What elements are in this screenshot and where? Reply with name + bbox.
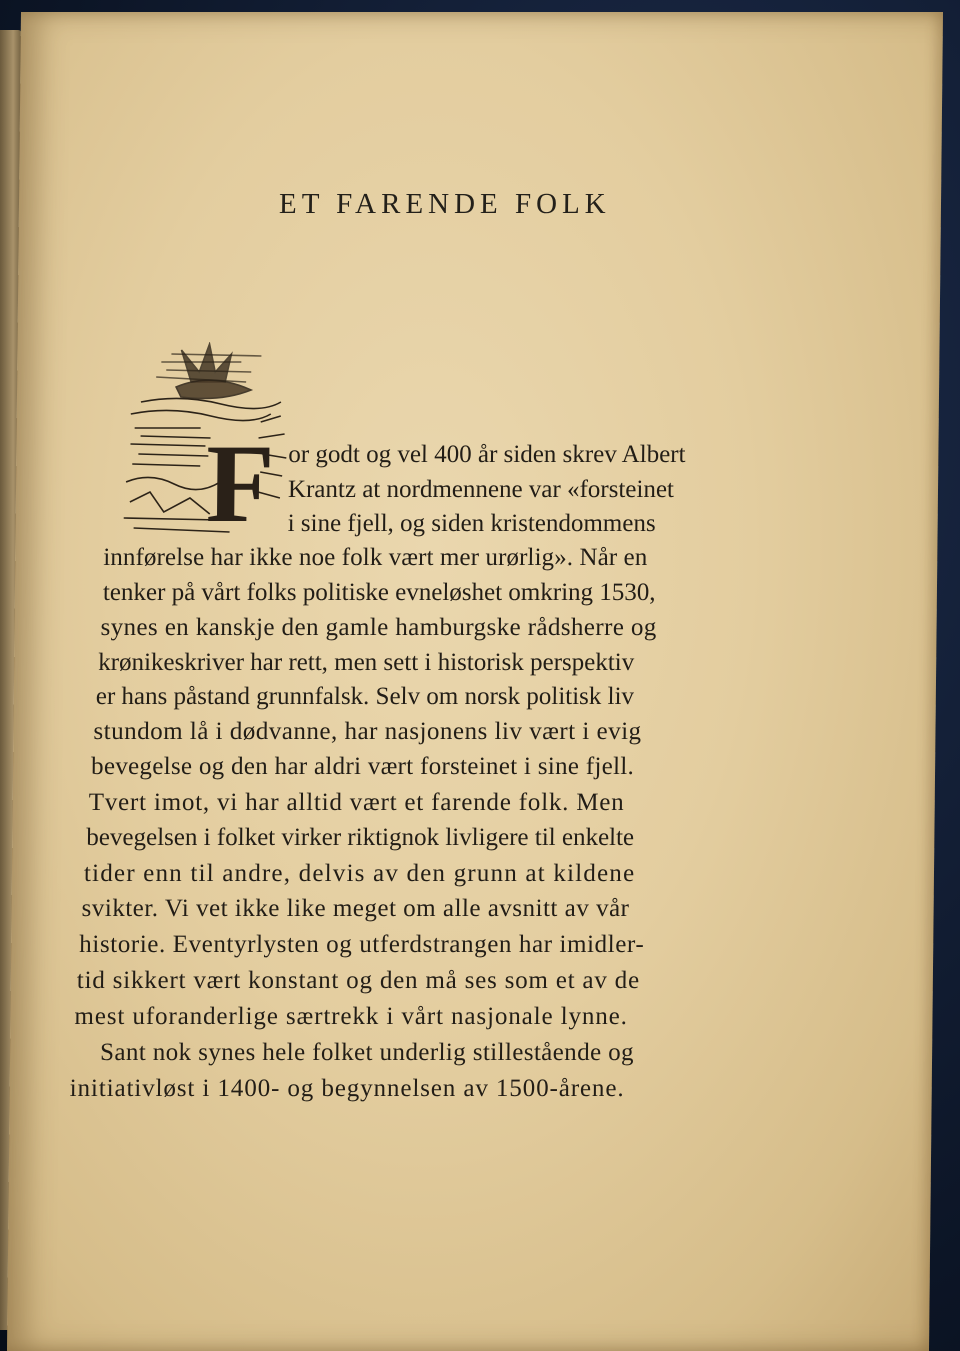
text-line-16: tid sikkert vært konstant og den må ses som et av de <box>76 967 641 994</box>
text-line-19: initiativløst i 1400- og begynnelsen av 1500-årene. <box>69 1075 625 1102</box>
text-line-8: er hans påstand grunnfalsk. Selv om norsk politisk liv <box>95 683 635 710</box>
drop-cap-letter: F <box>205 422 276 546</box>
illustrated-drop-cap <box>119 342 291 546</box>
text-line-12: bevegelsen i folket virker riktignok livligere til enkelte <box>86 824 635 851</box>
text-line-6: synes en kanskje den gamle hamburgske rådsherre og <box>100 614 657 641</box>
text-line-9: stundom lå i dødvanne, har nasjonens liv vært i evig <box>93 718 642 745</box>
text-line-4: innførelse har ikke noe folk vært mer urørlig». Når en <box>103 544 648 571</box>
text-line-17: mest uforanderlige særtrekk i vårt nasjonale lynne. <box>74 1003 629 1030</box>
text-line-2: Krantz at nordmennene var «forsteinet <box>287 476 675 503</box>
text-line-7: krønikeskriver har rett, men sett i historisk perspektiv <box>98 649 635 676</box>
text-line-10: bevegelse og den har aldri vært forsteinet i sine fjell. <box>90 753 635 780</box>
text-line-14: svikter. Vi vet ikke like meget om alle avsnitt av vår <box>81 895 630 922</box>
text-line-5: tenker på vårt folks politiske evneløshet omkring 1530, <box>102 579 656 606</box>
text-line-15: historie. Eventyrlysten og utferdstrangen har imidler- <box>79 931 645 958</box>
text-line-1: or godt og vel 400 år siden skrev Albert <box>288 441 686 468</box>
text-line-3: i sine fjell, og siden kristendommens <box>287 510 656 537</box>
text-line-13: tider enn til andre, delvis av den grunn at kildene <box>83 860 636 887</box>
text-line-18: Sant nok synes hele folket underlig stillestående og <box>99 1039 635 1066</box>
chapter-title: ET FARENDE FOLK <box>278 188 611 220</box>
text-line-11: Tvert imot, vi har alltid vært et farende folk. Men <box>88 789 625 816</box>
book-page <box>7 12 943 1351</box>
